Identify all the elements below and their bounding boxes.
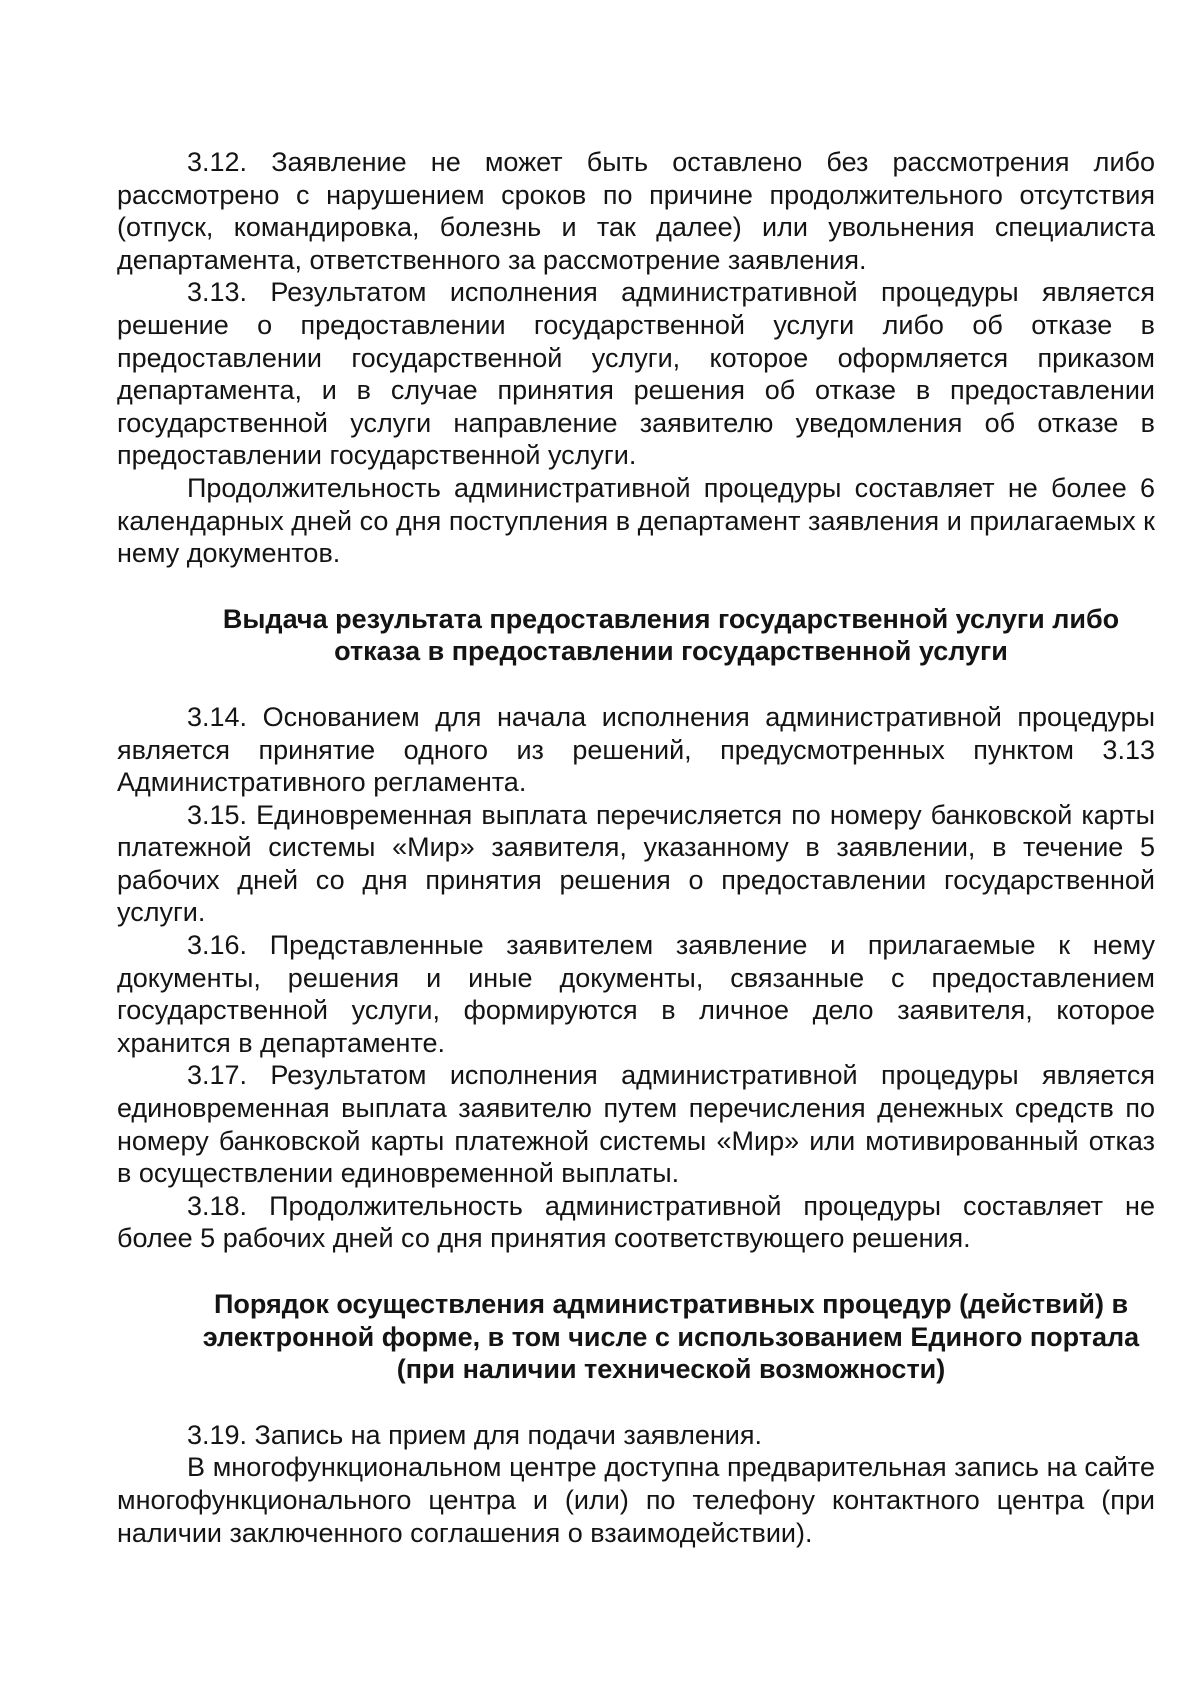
- paragraph-3-16: 3.16. Представленные заявителем заявление и прилагаемые к нему документы, решения и иные документы, связанные с предоставлением государственной услуги, формируются в личное дело заявителя, которое хранится в департаменте.: [117, 930, 1155, 1058]
- paragraph-3-19: 3.19. Запись на прием для подачи заявления.: [187, 1419, 763, 1450]
- document-page: [117, 146, 1155, 1549]
- section-heading-electronic: Порядок осуществления административных процедур (действий) в электронной форме, в том числе с использованием Единого портала (при наличии технической возможности): [202, 1289, 1140, 1385]
- paragraph-3-18: 3.18. Продолжительность административной процедуры составляет не более 5 рабочих дней со дня принятия соответствующего решения.: [117, 1190, 1155, 1254]
- paragraph-3-15: 3.15. Единовременная выплата перечисляется по номеру банковской карты платежной системы «Мир» заявителя, указанному в заявлении, в течение 5 рабочих дней со дня принятия решения о предоставлении государственной услуги.: [117, 799, 1155, 928]
- spacer: [117, 668, 1155, 701]
- spacer: [117, 570, 1155, 603]
- paragraph-3-14: 3.14. Основанием для начала исполнения административной процедуры является принятие одного из решений, предусмотренных пунктом 3.13 Административного регламента.: [117, 701, 1155, 798]
- section-heading-result: Выдача результата предоставления государственной услуги либо отказа в предоставлении государственной услуги: [222, 603, 1120, 667]
- paragraph-3-12: 3.12. Заявление не может быть оставлено без рассмотрения либо рассмотрено с нарушением сроков по причине продолжительного отсутствия (отпуск, командировка, болезнь и так далее) или увольнения специалиста департамента, ответственного за рассмотрение заявления.: [117, 147, 1155, 275]
- paragraph-3-17: 3.17. Результатом исполнения административной процедуры является единовременная выплата заявителю путем перечисления денежных средств по номеру банковской карты платежной системы «Мир» или мотивированный отказ в осуществлении единовременной выплаты.: [117, 1060, 1155, 1189]
- paragraph-mfc: В многофункциональном центре доступна предварительная запись на сайте многофункционального центра и (или) по телефону контактного центра (при наличии заключенного соглашения о взаимодействии).: [117, 1452, 1155, 1548]
- spacer: [117, 1386, 1155, 1419]
- spacer: [117, 1255, 1155, 1288]
- paragraph-3-13: 3.13. Результатом исполнения административной процедуры является решение о предоставлении государственной услуги либо об отказе в предоставлении государственной услуги, которое оформляется приказом департамента, и в случае принятия решения об отказе в предоставлении государственной услуги направление заявителю уведомления об отказе в предоставлении государственной услуги.: [117, 277, 1155, 471]
- paragraph-duration: Продолжительность административной процедуры составляет не более 6 календарных дней со дня поступления в департамент заявления и прилагаемых к нему документов.: [117, 472, 1155, 569]
